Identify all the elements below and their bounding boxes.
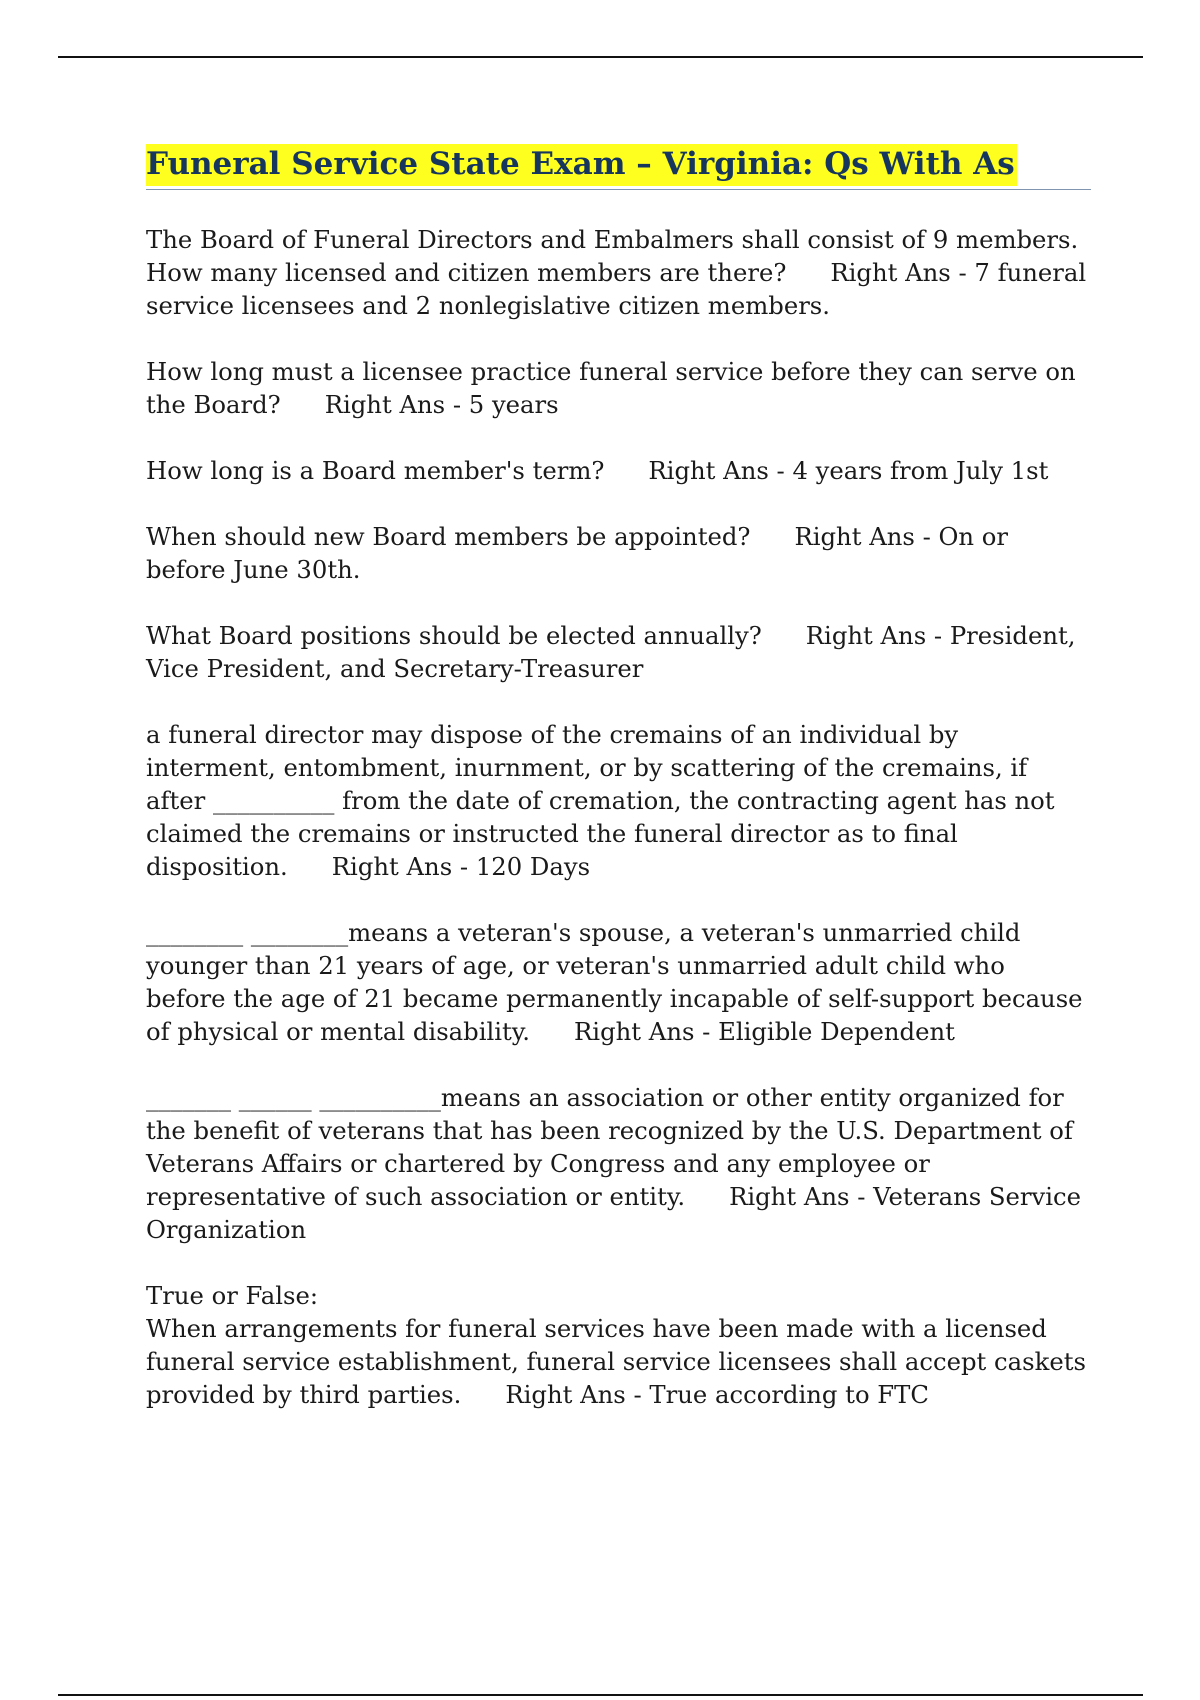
qa-item	[146, 454, 1091, 487]
document-body	[146, 145, 1091, 1444]
answer-text: Right Ans - 120 Days	[331, 852, 591, 881]
qa-item	[146, 223, 1091, 322]
question-text: What Board positions should be elected annually?	[146, 621, 762, 650]
qa-item	[146, 619, 1091, 685]
title-block	[146, 145, 1091, 190]
question-text: _______ ______ __________means an association or other entity organized for the benefit of veterans that has been recognized by the U.S. Department of Veterans Affairs or chartered by Congress and any employee or representative of such association or entity.	[146, 1083, 1081, 1211]
answer-text: Right Ans - President, Vice President, and Secretary-Treasurer	[146, 621, 1076, 683]
question-text: When should new Board members be appointed?	[146, 522, 751, 551]
answer-text: Right Ans - 4 years from July 1st	[648, 456, 1049, 485]
answer-text: Right Ans - Veterans Service Organization	[146, 1182, 1082, 1244]
qa-item	[146, 718, 1091, 883]
footer-rule	[58, 1694, 1143, 1696]
answer-text: Right Ans - True according to FTC	[505, 1380, 929, 1409]
qa-item	[146, 520, 1091, 586]
answer-text: Right Ans - 7 funeral service licensees and 2 nonlegislative citizen members.	[146, 258, 1087, 320]
qa-item	[146, 1081, 1091, 1246]
document-title: Funeral Service State Exam – Virginia: Qs With As	[146, 144, 1017, 186]
question-text: True or False: When arrangements for funeral services have been made with a licensed funeral service establishment, funeral service licensees shall accept caskets provided by third parties.	[146, 1281, 1086, 1409]
qa-item	[146, 916, 1091, 1048]
qa-item	[146, 1279, 1091, 1411]
question-text: How long must a licensee practice funeral service before they can serve on the Board?	[146, 357, 1084, 419]
header-rule	[58, 56, 1143, 58]
qa-item	[146, 355, 1091, 421]
question-text: ________ ________means a veteran's spouse, a veteran's unmarried child younger than 21 years of age, or veteran's unmarried adult child who before the age of 21 became permanently incapable of self-support because of physical or mental disability.	[146, 918, 1091, 1046]
answer-text: Right Ans - On or before June 30th.	[146, 522, 1009, 584]
question-text: The Board of Funeral Directors and Embalmers shall consist of 9 members. How many licensed and citizen members are there?	[146, 225, 1086, 287]
answer-text: Right Ans - Eligible Dependent	[574, 1017, 955, 1046]
question-text: How long is a Board member's term?	[146, 456, 605, 485]
answer-text: Right Ans - 5 years	[324, 390, 559, 419]
question-text: a funeral director may dispose of the cremains of an individual by interment, entombment, inurnment, or by scattering of the cremains, if after __________ from the date of cremation, the contracting agent has not claimed the cremains or instructed the funeral director as to final disposition.	[146, 720, 1063, 881]
